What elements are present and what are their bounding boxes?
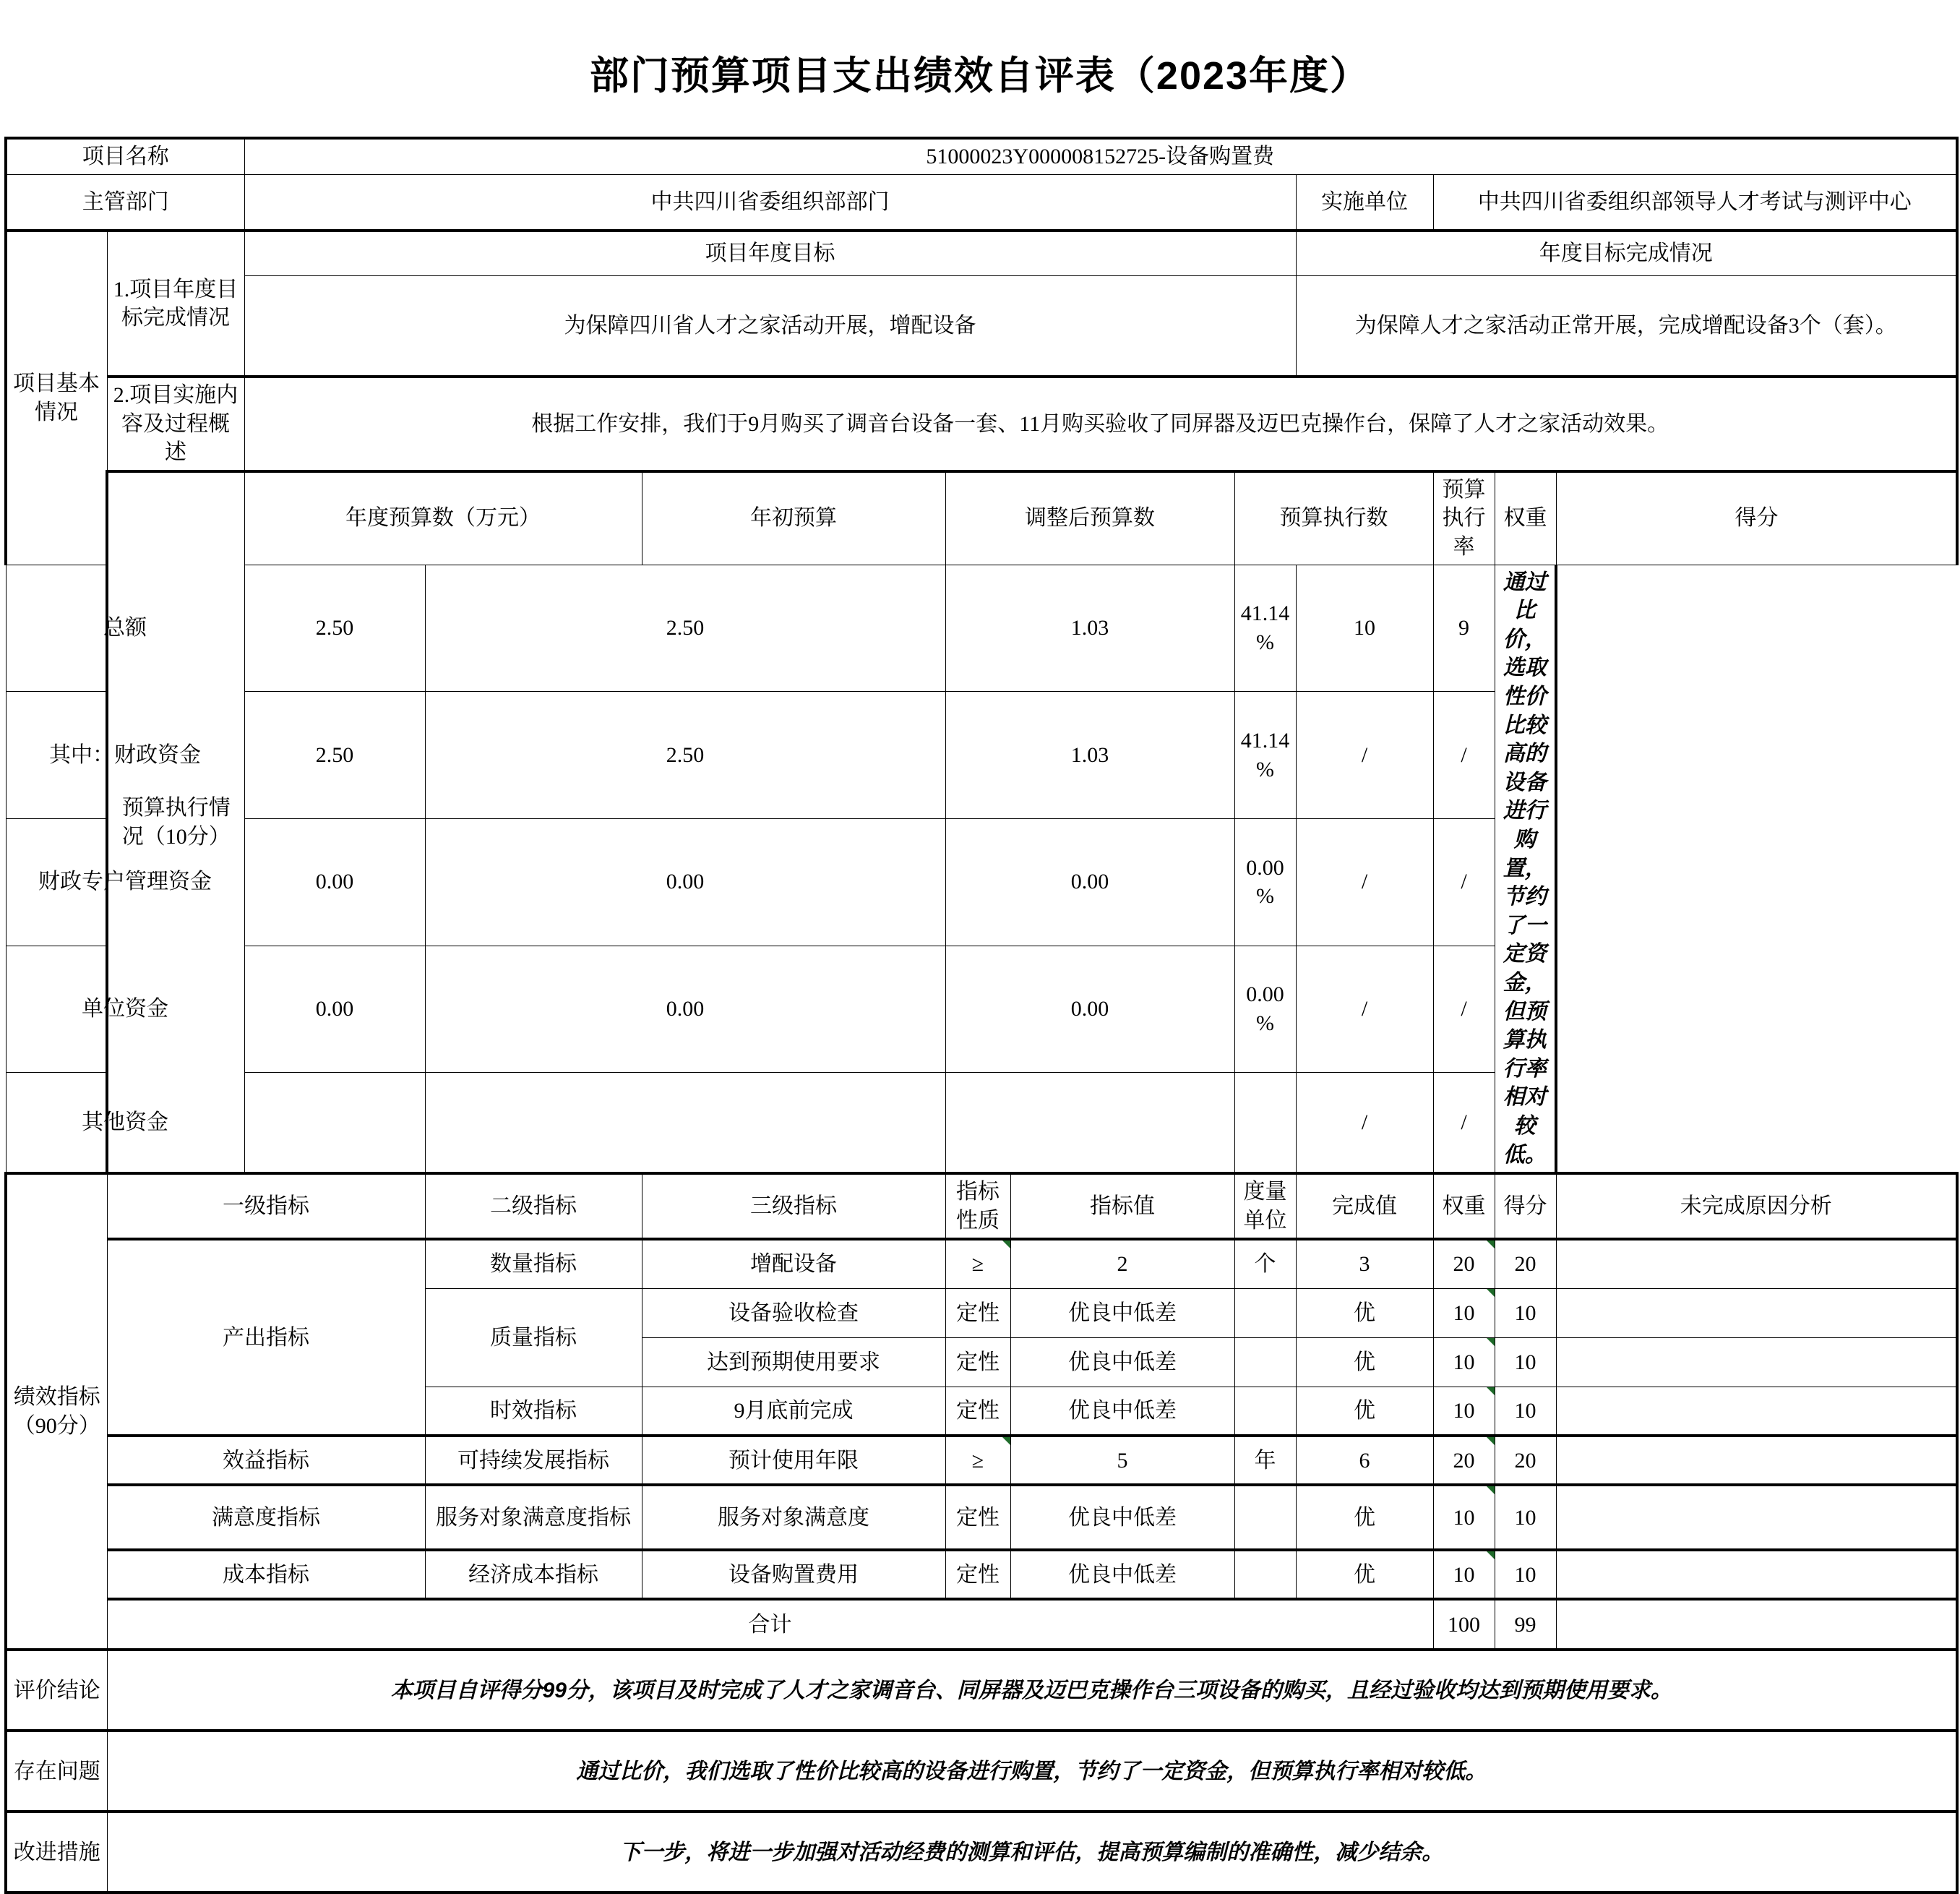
- budget-initial: 2.50: [244, 565, 425, 692]
- budget-col-initial: 年初预算: [642, 471, 945, 565]
- existing-problems-row: [6, 1731, 1957, 1812]
- budget-score: /: [1433, 692, 1495, 819]
- indicator-analysis: [1556, 1387, 1957, 1436]
- budget-initial: 0.00: [244, 818, 425, 946]
- indicator-actual: 优: [1296, 1550, 1433, 1599]
- budget-executed: 1.03: [945, 692, 1234, 819]
- indicator-total-label: 合计: [107, 1599, 1433, 1650]
- problems-text: 通过比价，我们选取了性价比较高的设备进行购置，节约了一定资金，但预算执行率相对较低。: [107, 1731, 1957, 1812]
- indicator-analysis: [1556, 1337, 1957, 1387]
- budget-weight: 10: [1296, 565, 1433, 692]
- budget-item: 财政专户管理资金: [6, 818, 244, 946]
- indicator-actual: 优: [1296, 1387, 1433, 1436]
- budget-weight: /: [1296, 818, 1433, 946]
- indicator-nature: 定性: [945, 1485, 1010, 1550]
- indicator-nature: 定性: [945, 1387, 1010, 1436]
- indicator-weight: 10: [1433, 1550, 1495, 1599]
- indicator-actual: 优: [1296, 1288, 1433, 1337]
- budget-executed: 0.00: [945, 946, 1234, 1073]
- budget-adjusted: 0.00: [425, 818, 945, 946]
- budget-score: /: [1433, 946, 1495, 1073]
- budget-weight: /: [1296, 946, 1433, 1073]
- indicator-row: [6, 1485, 1957, 1550]
- indicator-actual: 优: [1296, 1337, 1433, 1387]
- indicator-analysis: [1556, 1550, 1957, 1599]
- indicator-analysis: [1556, 1485, 1957, 1550]
- project-name-row: [6, 138, 1957, 174]
- budget-adjusted: 2.50: [425, 565, 945, 692]
- budget-rate: 41.14%: [1234, 565, 1296, 692]
- indicator-target: 优良中低差: [1010, 1288, 1234, 1337]
- indicator-weight: 10: [1433, 1288, 1495, 1337]
- indicator-score: 10: [1495, 1485, 1556, 1550]
- indicator-level2: 数量指标: [425, 1239, 642, 1288]
- indicator-target: 优良中低差: [1010, 1337, 1234, 1387]
- budget-executed: 1.03: [945, 565, 1234, 692]
- indicator-col-level2: 二级指标: [425, 1173, 642, 1239]
- implementing-unit-label: 实施单位: [1296, 174, 1433, 231]
- indicator-total-analysis: [1556, 1599, 1957, 1650]
- budget-executed: 0.00: [945, 818, 1234, 946]
- indicator-level2: 经济成本指标: [425, 1550, 642, 1599]
- indicator-level3: 9月底前完成: [642, 1387, 945, 1436]
- indicator-unit: [1234, 1288, 1296, 1337]
- indicator-unit: [1234, 1485, 1296, 1550]
- budget-rate: [1234, 1073, 1296, 1173]
- budget-rate: 0.00%: [1234, 818, 1296, 946]
- indicator-level3: 预计使用年限: [642, 1436, 945, 1485]
- basic-info-header-row: [6, 231, 1957, 275]
- supervising-dept-value: 中共四川省委组织部部门: [244, 174, 1296, 231]
- indicator-weight: 10: [1433, 1387, 1495, 1436]
- evaluation-text: 本项目自评得分99分，该项目及时完成了人才之家调音台、同屏器及迈巴克操作台三项设备的购买，且经过验收均达到预期使用要求。: [107, 1650, 1957, 1731]
- indicator-target: 5: [1010, 1436, 1234, 1485]
- page-title: 部门预算项目支出绩效自评表（2023年度）: [589, 54, 1371, 98]
- indicator-weight: 10: [1433, 1337, 1495, 1387]
- indicator-level1: 效益指标: [107, 1436, 425, 1485]
- budget-col-item: 年度预算数（万元）: [244, 471, 642, 565]
- budget-row: [6, 1073, 1957, 1173]
- indicator-analysis: [1556, 1436, 1957, 1485]
- indicator-level1: 满意度指标: [107, 1485, 425, 1550]
- indicator-section-label: 绩效指标（90分）: [6, 1173, 107, 1650]
- budget-score: /: [1433, 1073, 1495, 1173]
- indicator-weight: 10: [1433, 1485, 1495, 1550]
- indicator-level3: 达到预期使用要求: [642, 1337, 945, 1387]
- budget-col-adjusted: 调整后预算数: [945, 471, 1234, 565]
- budget-col-rate: 预算执行率: [1433, 471, 1495, 565]
- budget-rate: 0.00%: [1234, 946, 1296, 1073]
- budget-initial: [244, 1073, 425, 1173]
- indicator-row: [6, 1550, 1957, 1599]
- indicator-actual: 优: [1296, 1485, 1433, 1550]
- indicator-col-weight: 权重: [1433, 1173, 1495, 1239]
- project-name-label: 项目名称: [6, 138, 244, 174]
- indicator-nature: 定性: [945, 1337, 1010, 1387]
- indicator-score: 10: [1495, 1337, 1556, 1387]
- basic-info-goal-row: [6, 275, 1957, 377]
- indicator-col-level3: 三级指标: [642, 1173, 945, 1239]
- budget-adjusted: [425, 1073, 945, 1173]
- evaluation-label: 评价结论: [6, 1650, 107, 1731]
- indicator-row: [6, 1436, 1957, 1485]
- budget-item: 单位资金: [6, 946, 244, 1073]
- indicator-target: 2: [1010, 1239, 1234, 1288]
- indicator-target: 优良中低差: [1010, 1387, 1234, 1436]
- annual-goal-text: 为保障四川省人才之家活动开展，增配设备: [244, 275, 1296, 377]
- indicator-level3: 设备验收检查: [642, 1288, 945, 1337]
- basic-info-row2-text: 根据工作安排，我们于9月购买了调音台设备一套、11月购买验收了同屏器及迈巴克操作台，保障了人才之家活动效果。: [244, 377, 1957, 471]
- indicator-header-row: [6, 1173, 1957, 1239]
- indicator-total-weight: 100: [1433, 1599, 1495, 1650]
- indicator-analysis: [1556, 1288, 1957, 1337]
- budget-row: [6, 818, 1957, 946]
- budget-col-executed: 预算执行数: [1234, 471, 1433, 565]
- annual-completion-header: 年度目标完成情况: [1296, 231, 1957, 275]
- measures-label: 改进措施: [6, 1812, 107, 1893]
- annual-completion-text: 为保障人才之家活动正常开展，完成增配设备3个（套）。: [1296, 275, 1957, 377]
- indicator-level3: 设备购置费用: [642, 1550, 945, 1599]
- implementing-unit-value: 中共四川省委组织部领导人才考试与测评中心: [1433, 174, 1957, 231]
- budget-initial: 0.00: [244, 946, 425, 1073]
- improvement-measures-row: [6, 1812, 1957, 1893]
- supervising-dept-label: 主管部门: [6, 174, 244, 231]
- budget-row: [6, 692, 1957, 819]
- annual-goal-header: 项目年度目标: [244, 231, 1296, 275]
- budget-executed: [945, 1073, 1234, 1173]
- budget-col-score: 得分: [1556, 471, 1957, 565]
- indicator-nature: 定性: [945, 1550, 1010, 1599]
- indicator-nature: ≥: [945, 1436, 1010, 1485]
- budget-score: /: [1433, 818, 1495, 946]
- indicator-actual: 6: [1296, 1436, 1433, 1485]
- budget-weight: /: [1296, 692, 1433, 819]
- budget-weight: /: [1296, 1073, 1433, 1173]
- indicator-unit: [1234, 1337, 1296, 1387]
- indicator-level2: 质量指标: [425, 1288, 642, 1387]
- budget-reason-text: 通过比价，选取性价比较高的设备进行购置，节约了一定资金，但预算执行率相对较低。: [1495, 565, 1556, 1173]
- budget-adjusted: 0.00: [425, 946, 945, 1073]
- indicator-col-level1: 一级指标: [107, 1173, 425, 1239]
- basic-info-row2-label: 2.项目实施内容及过程概述: [107, 377, 244, 471]
- budget-col-weight: 权重: [1495, 471, 1556, 565]
- indicator-col-unit: 度量单位: [1234, 1173, 1296, 1239]
- indicator-total-row: [6, 1599, 1957, 1650]
- budget-row: [6, 565, 1957, 692]
- indicator-level2: 可持续发展指标: [425, 1436, 642, 1485]
- indicator-unit: [1234, 1387, 1296, 1436]
- indicator-weight: 20: [1433, 1436, 1495, 1485]
- indicator-score: 10: [1495, 1550, 1556, 1599]
- indicator-weight: 20: [1433, 1239, 1495, 1288]
- indicator-level3: 服务对象满意度: [642, 1485, 945, 1550]
- indicator-row: [6, 1239, 1957, 1288]
- indicator-nature: 定性: [945, 1288, 1010, 1337]
- indicator-actual: 3: [1296, 1239, 1433, 1288]
- problems-label: 存在问题: [6, 1731, 107, 1812]
- indicator-col-actual: 完成值: [1296, 1173, 1433, 1239]
- project-name-value: 51000023Y000008152725-设备购置费: [244, 138, 1957, 174]
- basic-info-section-label: 项目基本情况: [6, 231, 107, 565]
- indicator-level2: 时效指标: [425, 1387, 642, 1436]
- indicator-score: 10: [1495, 1288, 1556, 1337]
- indicator-score: 20: [1495, 1239, 1556, 1288]
- indicator-level2: 服务对象满意度指标: [425, 1485, 642, 1550]
- indicator-level1: 成本指标: [107, 1550, 425, 1599]
- evaluation-conclusion-row: [6, 1650, 1957, 1731]
- budget-section-label: 预算执行情况（10分）: [107, 471, 244, 1173]
- budget-score: 9: [1433, 565, 1495, 692]
- budget-header-row: [6, 471, 1957, 565]
- indicator-unit: [1234, 1550, 1296, 1599]
- indicator-analysis: [1556, 1239, 1957, 1288]
- indicator-total-score: 99: [1495, 1599, 1556, 1650]
- budget-item: 其中：财政资金: [6, 692, 244, 819]
- budget-row: [6, 946, 1957, 1073]
- budget-initial: 2.50: [244, 692, 425, 819]
- budget-item: 其他资金: [6, 1073, 244, 1173]
- indicator-unit: 个: [1234, 1239, 1296, 1288]
- indicator-nature: ≥: [945, 1239, 1010, 1288]
- indicator-col-target: 指标值: [1010, 1173, 1234, 1239]
- supervising-department-row: [6, 174, 1957, 231]
- indicator-target: 优良中低差: [1010, 1550, 1234, 1599]
- indicator-level1: 产出指标: [107, 1239, 425, 1436]
- indicator-col-analysis: 未完成原因分析: [1556, 1173, 1957, 1239]
- indicator-unit: 年: [1234, 1436, 1296, 1485]
- indicator-target: 优良中低差: [1010, 1485, 1234, 1550]
- indicator-score: 20: [1495, 1436, 1556, 1485]
- basic-info-row1-label: 1.项目年度目标完成情况: [107, 231, 244, 377]
- indicator-level3: 增配设备: [642, 1239, 945, 1288]
- assessment-table: [4, 137, 1959, 1894]
- indicator-col-nature: 指标性质: [945, 1173, 1010, 1239]
- indicator-score: 10: [1495, 1387, 1556, 1436]
- budget-adjusted: 2.50: [425, 692, 945, 819]
- budget-rate: 41.14%: [1234, 692, 1296, 819]
- budget-item: 总额: [6, 565, 244, 692]
- basic-info-overview-row: [6, 377, 1957, 471]
- measures-text: 下一步，将进一步加强对活动经费的测算和评估，提高预算编制的准确性，减少结余。: [107, 1812, 1957, 1893]
- indicator-col-score: 得分: [1495, 1173, 1556, 1239]
